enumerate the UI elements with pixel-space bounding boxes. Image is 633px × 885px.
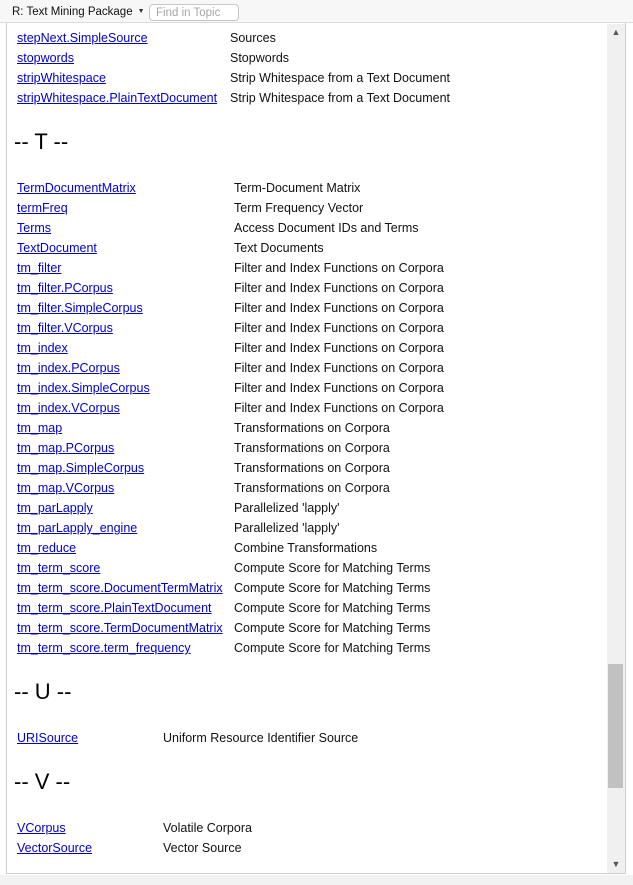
topic-link[interactable]: tm_term_score.PlainTextDocument [17, 601, 212, 615]
topic-description: Transformations on Corpora [234, 421, 390, 435]
topic-link[interactable]: Terms [17, 221, 52, 235]
index-row [7, 538, 607, 558]
arrow-down-icon[interactable]: ▼ [611, 859, 621, 869]
section-t [7, 178, 607, 658]
topic-link[interactable]: tm_term_score [17, 561, 101, 575]
index-row [7, 598, 607, 618]
topic-link[interactable]: tm_map [17, 421, 63, 435]
topic-description: Transformations on Corpora [234, 441, 390, 455]
topic-description: Compute Score for Matching Terms [234, 561, 431, 575]
topic-dropdown[interactable] [12, 4, 145, 20]
index-row [7, 438, 607, 458]
topic-link[interactable]: tm_map.PCorpus [17, 441, 115, 455]
topic-description: Parallelized 'lapply' [234, 521, 340, 535]
topic-description: Filter and Index Functions on Corpora [234, 381, 444, 395]
topic-description: Compute Score for Matching Terms [234, 641, 431, 655]
topic-description: Transformations on Corpora [234, 461, 390, 475]
topic-description: Filter and Index Functions on Corpora [234, 361, 444, 375]
index-row [7, 68, 607, 88]
topic-link[interactable]: tm_filter.PCorpus [17, 281, 113, 295]
topic-link[interactable]: tm_index.PCorpus [17, 361, 120, 375]
topic-description: Filter and Index Functions on Corpora [234, 401, 444, 415]
index-row [7, 298, 607, 318]
section-s [7, 28, 607, 108]
topic-link[interactable]: stripWhitespace.PlainTextDocument [17, 91, 218, 105]
topic-link[interactable]: tm_map.VCorpus [17, 481, 115, 495]
topic-link[interactable]: termFreq [17, 201, 68, 215]
scrollbar-thumb[interactable] [608, 664, 623, 788]
index-row [7, 418, 607, 438]
topic-link[interactable]: VCorpus [17, 821, 66, 835]
topic-dropdown-label: R: Text Mining Package [12, 6, 133, 18]
index-row [7, 818, 607, 838]
index-row [7, 618, 607, 638]
topic-description: Filter and Index Functions on Corpora [234, 261, 444, 275]
topic-link[interactable]: tm_map.SimpleCorpus [17, 461, 145, 475]
topic-description: Transformations on Corpora [234, 481, 390, 495]
section-u [7, 728, 607, 748]
index-row [7, 638, 607, 658]
vertical-scrollbar[interactable] [607, 24, 625, 873]
topic-description: Filter and Index Functions on Corpora [234, 321, 444, 335]
chevron-down-icon: ▼ [137, 8, 145, 15]
index-row [7, 258, 607, 278]
index-row [7, 558, 607, 578]
topic-link[interactable]: tm_filter.VCorpus [17, 321, 113, 335]
topic-link[interactable]: tm_index.VCorpus [17, 401, 120, 415]
window-bottom-edge [0, 875, 633, 885]
topic-description: Filter and Index Functions on Corpora [234, 281, 444, 295]
index-row [7, 518, 607, 538]
arrow-up-icon[interactable]: ▲ [611, 27, 621, 37]
section-heading-v: -- V -- [14, 769, 71, 794]
topic-description: Strip Whitespace from a Text Document [230, 71, 450, 85]
topic-description: Compute Score for Matching Terms [234, 621, 431, 635]
find-in-topic-input[interactable] [149, 4, 239, 21]
index-row [7, 498, 607, 518]
topic-description: Filter and Index Functions on Corpora [234, 341, 444, 355]
topic-link[interactable]: tm_filter.SimpleCorpus [17, 301, 143, 315]
topic-description: Text Documents [234, 241, 324, 255]
topic-link[interactable]: tm_parLapply_engine [17, 521, 138, 535]
index-row [7, 458, 607, 478]
index-row [7, 218, 607, 238]
topic-link[interactable]: URISource [17, 731, 79, 745]
topic-link[interactable]: tm_filter [17, 261, 62, 275]
index-row [7, 578, 607, 598]
index-row [7, 728, 607, 748]
topic-description: Compute Score for Matching Terms [234, 601, 431, 615]
topic-description: Sources [230, 31, 276, 45]
topic-description: Term-Document Matrix [234, 181, 361, 195]
topic-description: Stopwords [230, 51, 290, 65]
topic-link[interactable]: TermDocumentMatrix [17, 181, 136, 195]
topic-description: Compute Score for Matching Terms [234, 581, 431, 595]
topic-link[interactable]: tm_term_score.term_frequency [17, 641, 191, 655]
topic-description: Uniform Resource Identifier Source [163, 731, 359, 745]
topic-link[interactable]: tm_term_score.TermDocumentMatrix [17, 621, 223, 635]
topic-description: Combine Transformations [234, 541, 378, 555]
topic-link[interactable]: tm_index [17, 341, 68, 355]
index-row [7, 358, 607, 378]
index-row [7, 28, 607, 48]
topic-link[interactable]: tm_parLapply [17, 501, 93, 515]
section-heading-t: -- T -- [14, 129, 69, 154]
topic-link[interactable]: stripWhitespace [17, 71, 106, 85]
index-row [7, 178, 607, 198]
topic-link[interactable]: tm_index.SimpleCorpus [17, 381, 150, 395]
index-row [7, 198, 607, 218]
topic-description: Term Frequency Vector [234, 201, 364, 215]
index-row [7, 398, 607, 418]
index-row [7, 318, 607, 338]
help-content [7, 24, 607, 873]
topic-description: Vector Source [163, 841, 242, 855]
index-row [7, 48, 607, 68]
index-row [7, 338, 607, 358]
topic-link[interactable]: stepNext.SimpleSource [17, 31, 148, 45]
topic-description: Filter and Index Functions on Corpora [234, 301, 444, 315]
topic-link[interactable]: tm_term_score.DocumentTermMatrix [17, 581, 223, 595]
section-heading-u: -- U -- [14, 679, 72, 704]
topic-description: Access Document IDs and Terms [234, 221, 419, 235]
section-v [7, 818, 607, 858]
index-row [7, 238, 607, 258]
index-row [7, 88, 607, 108]
topic-description: Parallelized 'lapply' [234, 501, 340, 515]
topic-link[interactable]: TextDocument [17, 241, 97, 255]
index-row [7, 838, 607, 858]
index-row [7, 378, 607, 398]
help-toolbar [0, 0, 633, 23]
topic-link[interactable]: VectorSource [17, 841, 93, 855]
topic-link[interactable]: stopwords [17, 51, 74, 65]
topic-description: Volatile Corpora [163, 821, 252, 835]
topic-description: Strip Whitespace from a Text Document [230, 91, 450, 105]
index-row [7, 478, 607, 498]
topic-link[interactable]: tm_reduce [17, 541, 77, 555]
index-row [7, 278, 607, 298]
